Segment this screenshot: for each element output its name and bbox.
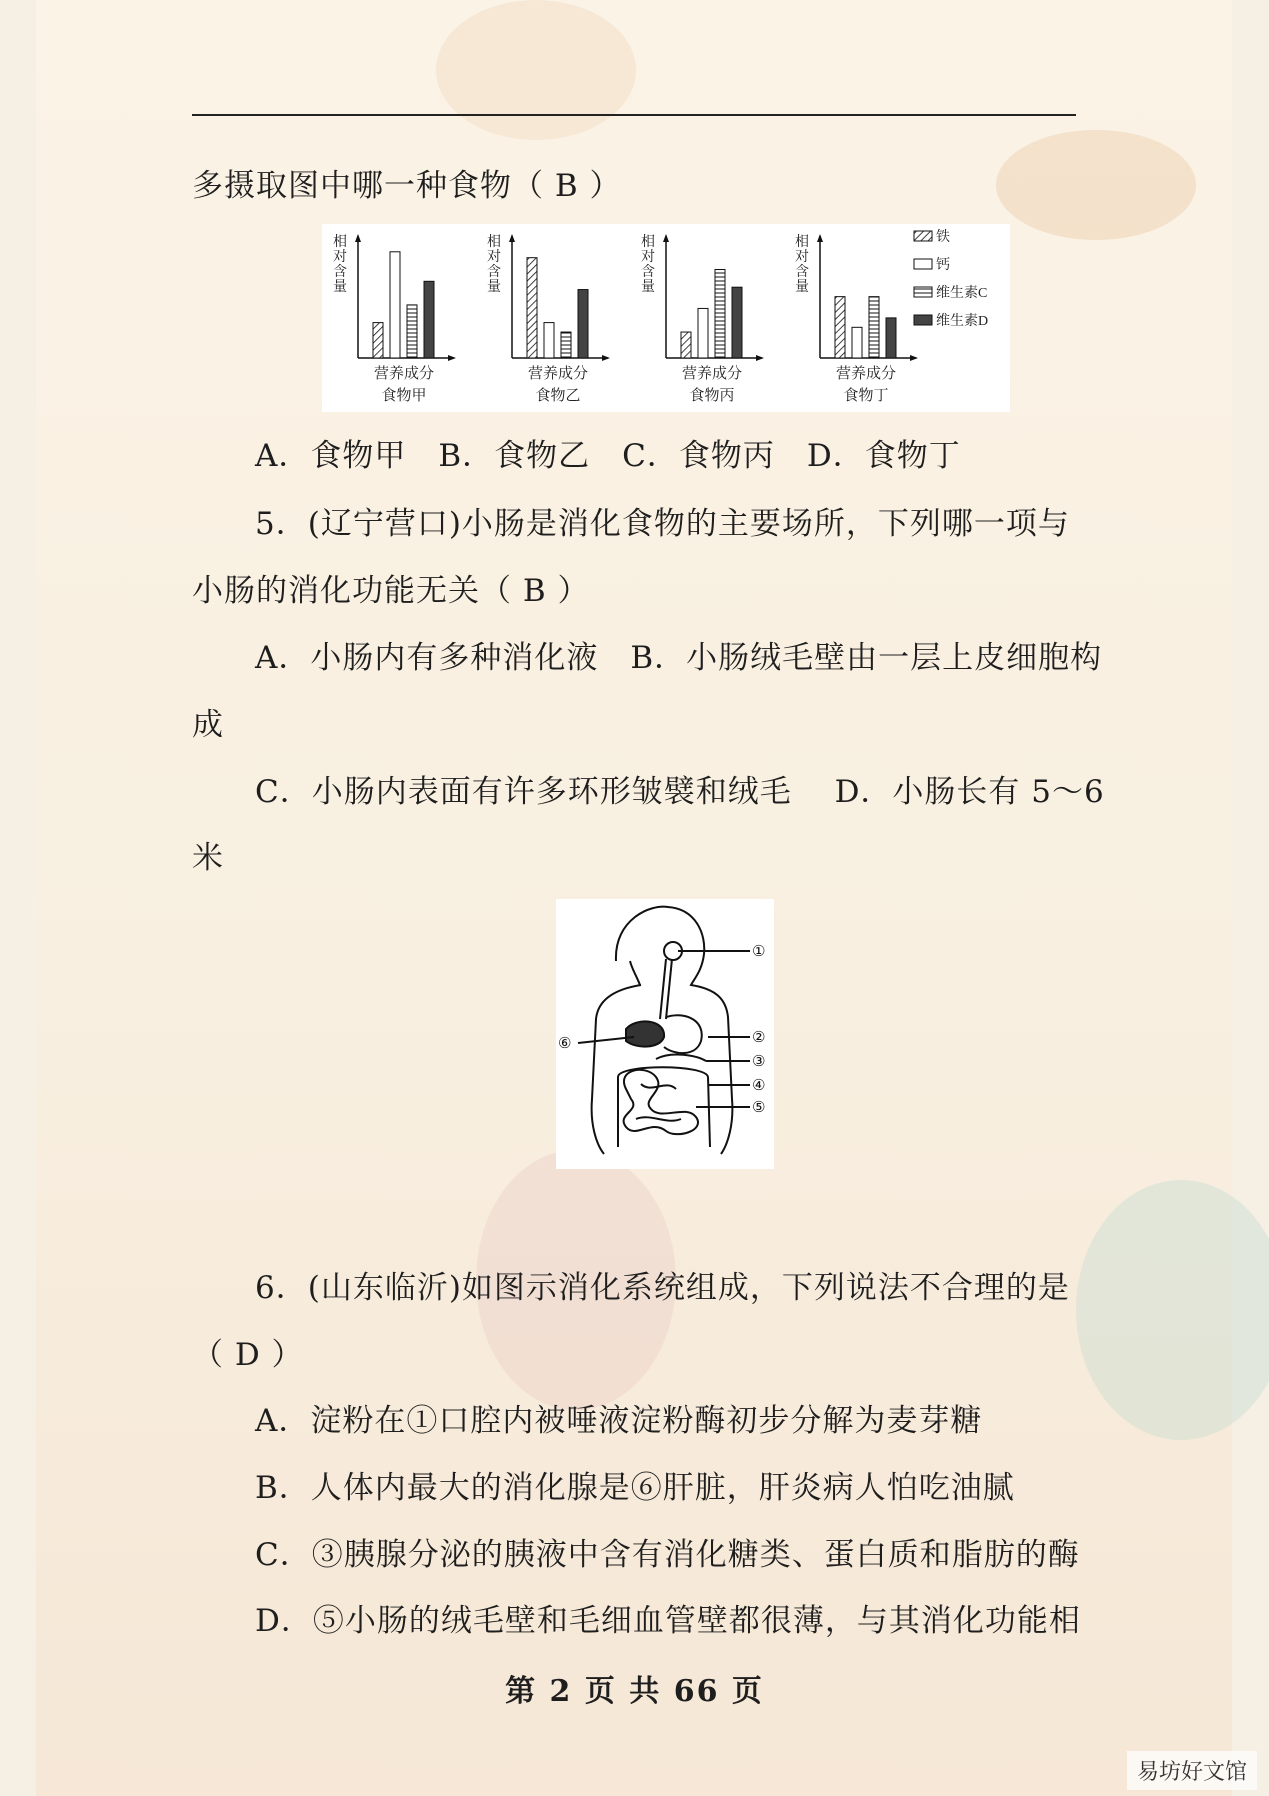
label-5: ⑤ — [752, 1098, 766, 1116]
xlabel: 营养成分 — [681, 366, 743, 382]
neck-left — [630, 961, 640, 985]
bar — [373, 323, 383, 358]
label-2: ② — [752, 1028, 766, 1046]
stomach — [664, 1015, 702, 1053]
bar — [578, 290, 588, 358]
watermark: 易坊好文馆 — [1127, 1751, 1257, 1790]
legend-label: 维生素D — [936, 314, 989, 329]
chart-title: 食物丙 — [689, 388, 735, 404]
ylabel-char: 量 — [487, 280, 501, 295]
ylabel-char: 含 — [333, 265, 347, 280]
legend-label: 维生素C — [936, 286, 988, 301]
q6-option-c: C．③胰腺分泌的胰液中含有消化糖类、蛋白质和脂肪的酶 — [255, 1537, 1080, 1573]
q5-options-cd-line2: 米 — [192, 840, 224, 876]
label-3: ③ — [752, 1052, 766, 1070]
chart-title: 食物丁 — [843, 388, 889, 404]
pancreas — [656, 1055, 706, 1061]
q4-options: A．食物甲 B．食物乙 C．食物丙 D．食物丁 — [255, 438, 961, 474]
q5-options-ab-line1: A．小肠内有多种消化液 B．小肠绒毛壁由一层上皮细胞构 — [255, 640, 1103, 676]
ylabel-char: 相 — [487, 235, 501, 250]
legend-swatch — [914, 231, 932, 241]
q6-option-b: B．人体内最大的消化腺是⑥肝脏，肝炎病人怕吃油腻 — [255, 1470, 1015, 1506]
ylabel-char: 量 — [333, 280, 347, 295]
bar — [527, 258, 537, 358]
bar — [852, 327, 862, 358]
legend-label: 铁 — [936, 230, 950, 245]
q5-options-ab-line2: 成 — [192, 707, 224, 743]
legend-swatch — [914, 259, 932, 269]
bar — [698, 308, 708, 358]
q4-continuation: 多摄取图中哪一种食物（ B ） — [192, 168, 622, 204]
bar — [407, 305, 417, 358]
bar — [390, 252, 400, 358]
header-rule — [192, 114, 1076, 116]
x-axis-arrow — [602, 355, 610, 361]
ylabel-char: 含 — [487, 265, 501, 280]
xlabel: 营养成分 — [527, 366, 589, 382]
legend-swatch — [914, 315, 932, 325]
ylabel-char: 对 — [795, 250, 809, 265]
bar — [732, 287, 742, 358]
y-axis-arrow — [509, 234, 515, 242]
chart-title: 食物乙 — [535, 388, 581, 404]
lantern-decoration — [436, 0, 636, 140]
lantern-decoration — [996, 130, 1196, 240]
y-axis-arrow — [817, 234, 823, 242]
q6-stem-line2: （ D ） — [192, 1337, 304, 1373]
label-4: ④ — [752, 1076, 766, 1094]
bar — [424, 281, 434, 358]
ylabel-char: 对 — [333, 250, 347, 265]
bar — [886, 318, 896, 358]
ylabel-char: 量 — [795, 280, 809, 295]
ylabel-char: 含 — [641, 265, 655, 280]
liver — [626, 1021, 664, 1046]
cloud-decoration — [1076, 1180, 1269, 1440]
ylabel-char: 相 — [795, 235, 809, 250]
label-6: ⑥ — [558, 1034, 572, 1052]
digestive-system-diagram — [556, 899, 774, 1169]
digestive-system-svg — [556, 899, 774, 1169]
esophagus — [660, 959, 672, 1019]
ylabel-char: 量 — [641, 280, 655, 295]
legend-label: 钙 — [936, 258, 950, 273]
bar-charts-svg — [322, 224, 1010, 412]
nutrient-bar-charts — [322, 224, 1010, 412]
x-axis-arrow — [448, 355, 456, 361]
q6-option-a: A．淀粉在①口腔内被唾液淀粉酶初步分解为麦芽糖 — [255, 1403, 983, 1439]
q6-option-d: D．⑤小肠的绒毛壁和毛细血管壁都很薄，与其消化功能相 — [255, 1603, 1081, 1639]
xlabel: 营养成分 — [835, 366, 897, 382]
x-axis-arrow — [756, 355, 764, 361]
q5-options-cd-line1: C．小肠内表面有许多环形皱襞和绒毛 D．小肠长有 5～6 — [255, 774, 1105, 810]
bar — [835, 297, 845, 358]
page-footer: 第 2 页 共 66 页 — [505, 1674, 764, 1709]
bar — [715, 270, 725, 359]
ylabel-char: 相 — [333, 235, 347, 250]
legend-swatch — [914, 287, 932, 297]
ylabel-char: 含 — [795, 265, 809, 280]
q6-stem-line1: 6．(山东临沂)如图示消化系统组成，下列说法不合理的是 — [255, 1270, 1070, 1306]
chart-title: 食物甲 — [381, 388, 427, 404]
label-1: ① — [752, 942, 766, 960]
ylabel-char: 相 — [641, 235, 655, 250]
bar — [544, 323, 554, 358]
bar — [681, 332, 691, 358]
bar — [561, 332, 571, 358]
bar — [869, 297, 879, 358]
q5-stem-line1: 5．(辽宁营口)小肠是消化食物的主要场所，下列哪一项与 — [255, 506, 1070, 542]
x-axis-arrow — [910, 355, 918, 361]
y-axis-arrow — [355, 234, 361, 242]
y-axis-arrow — [663, 234, 669, 242]
small-intestine — [624, 1070, 698, 1134]
ylabel-char: 对 — [641, 250, 655, 265]
xlabel: 营养成分 — [373, 366, 435, 382]
ylabel-char: 对 — [487, 250, 501, 265]
q5-stem-line2: 小肠的消化功能无关（ B ） — [192, 573, 590, 609]
